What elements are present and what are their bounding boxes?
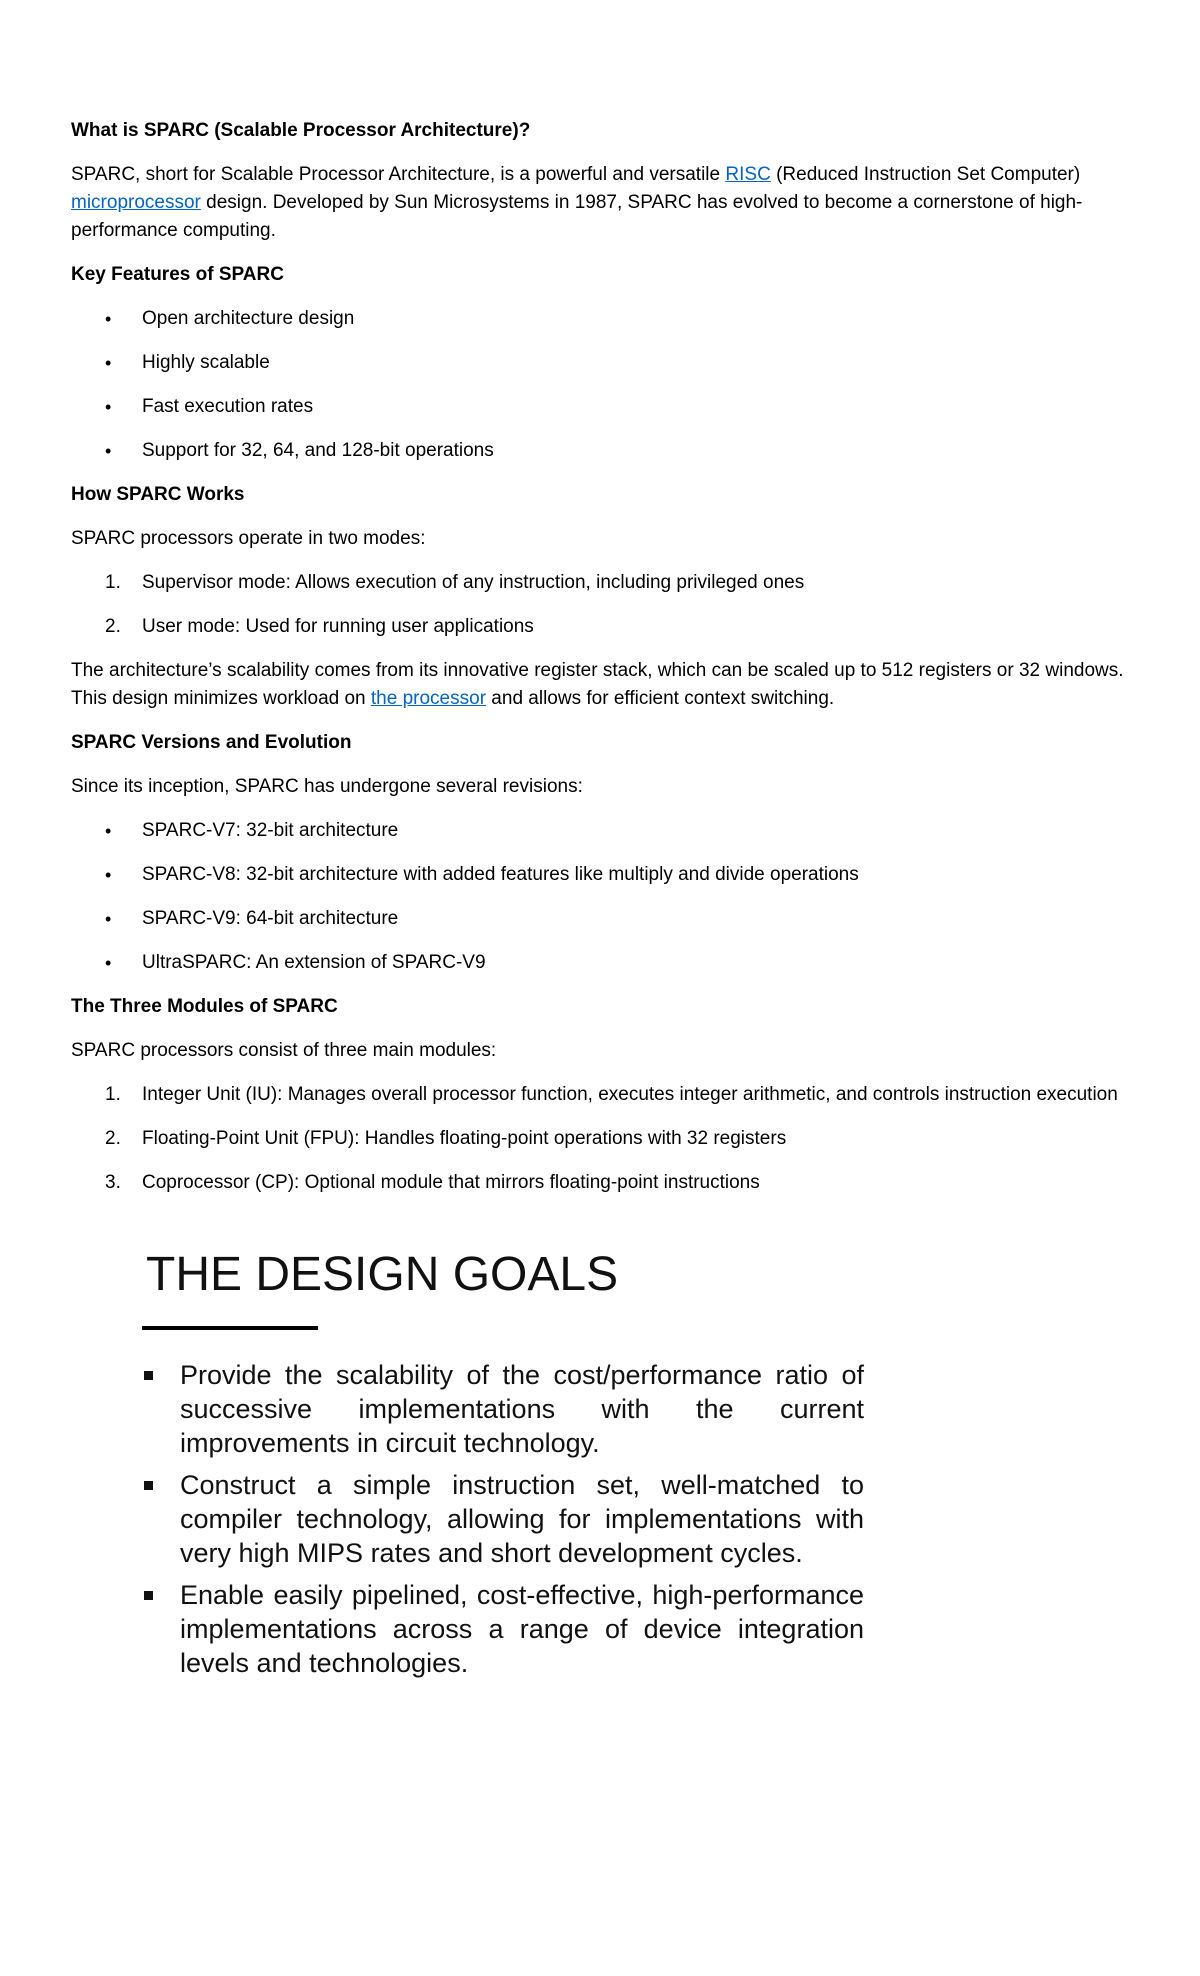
- list-item: [71, 437, 1141, 465]
- square-bullet-icon: [144, 1591, 153, 1600]
- versions-heading: SPARC Versions and Evolution: [71, 732, 352, 753]
- how-lead: SPARC processors operate in two modes:: [71, 528, 426, 549]
- list-item-text: Floating-Point Unit (FPU): Handles floating-point operations with 32 registers: [142, 1128, 787, 1149]
- list-item-text: Fast execution rates: [142, 396, 314, 417]
- slide-goals-list: [144, 1358, 864, 1688]
- features-list: [71, 305, 1141, 465]
- list-item-text: Open architecture design: [142, 308, 355, 329]
- list-number: 2.: [105, 616, 121, 637]
- scalability-text-2: and allows for efficient context switching.: [486, 688, 835, 709]
- document-body: [71, 117, 1141, 1213]
- list-item: [144, 1468, 864, 1570]
- how-heading: How SPARC Works: [71, 484, 245, 505]
- list-item: [71, 569, 1141, 597]
- versions-lead: Since its inception, SPARC has undergone several revisions:: [71, 776, 583, 797]
- scalability-text-1: The architecture’s scalability comes from its innovative register stack, which can be scaled up to 512 registers or 32 windows. This design minimizes workload on: [71, 660, 1124, 709]
- list-item: [144, 1578, 864, 1680]
- list-item-text: Provide the scalability of the cost/performance ratio of successive implementations with the current improvements in circuit technology.: [180, 1360, 864, 1458]
- bullet-icon: •: [105, 909, 112, 929]
- risc-link[interactable]: RISC: [725, 164, 771, 185]
- modes-list: [71, 569, 1141, 641]
- bullet-icon: •: [105, 441, 112, 461]
- list-item-text: SPARC-V8: 32-bit architecture with added features like multiply and divide operations: [142, 864, 859, 885]
- list-item-text: User mode: Used for running user applications: [142, 616, 534, 637]
- list-item: [144, 1358, 864, 1460]
- list-item: [71, 349, 1141, 377]
- list-number: 1.: [105, 572, 121, 593]
- list-item: [71, 949, 1141, 977]
- scalability-paragraph: [71, 657, 1141, 713]
- page-title: What is SPARC (Scalable Processor Architecture)?: [71, 120, 531, 141]
- list-item: [71, 1125, 1141, 1153]
- design-goals-slide: [132, 1244, 876, 1732]
- bullet-icon: •: [105, 353, 112, 373]
- list-item-text: SPARC-V9: 64-bit architecture: [142, 908, 399, 929]
- bullet-icon: •: [105, 953, 112, 973]
- list-number: 3.: [105, 1172, 121, 1193]
- list-item-text: SPARC-V7: 32-bit architecture: [142, 820, 399, 841]
- list-number: 1.: [105, 1084, 121, 1105]
- list-item-text: Coprocessor (CP): Optional module that mirrors floating-point instructions: [142, 1172, 760, 1193]
- versions-list: [71, 817, 1141, 977]
- microprocessor-link[interactable]: microprocessor: [71, 192, 201, 213]
- modules-list: [71, 1081, 1141, 1197]
- modules-lead: SPARC processors consist of three main modules:: [71, 1040, 497, 1061]
- square-bullet-icon: [144, 1371, 153, 1380]
- list-item-text: Highly scalable: [142, 352, 270, 373]
- list-item-text: Supervisor mode: Allows execution of any instruction, including privileged ones: [142, 572, 805, 593]
- slide-title: THE DESIGN GOALS: [146, 1248, 619, 1301]
- the-processor-link[interactable]: the processor: [370, 688, 487, 709]
- list-item-text: UltraSPARC: An extension of SPARC-V9: [142, 952, 486, 973]
- list-item: [71, 1081, 1141, 1109]
- square-bullet-icon: [144, 1481, 153, 1490]
- list-item-text: Integer Unit (IU): Manages overall processor function, executes integer arithmetic, and controls instruction execution: [142, 1084, 1118, 1105]
- list-item: [71, 305, 1141, 333]
- intro-text-2: (Reduced Instruction Set Computer): [770, 164, 1081, 185]
- list-item: [71, 1169, 1141, 1197]
- list-item: [71, 613, 1141, 641]
- bullet-icon: •: [105, 309, 112, 329]
- list-item-text: Support for 32, 64, and 128-bit operations: [142, 440, 494, 461]
- list-number: 2.: [105, 1128, 121, 1149]
- list-item: [71, 817, 1141, 845]
- intro-text-1: SPARC, short for Scalable Processor Architecture, is a powerful and versatile: [71, 164, 726, 185]
- list-item: [71, 905, 1141, 933]
- list-item-text: Enable easily pipelined, cost-effective, high-performance implementations across a range of device integration levels and technologies.: [180, 1580, 864, 1678]
- list-item: [71, 861, 1141, 889]
- title-underline: [142, 1326, 318, 1330]
- features-heading: Key Features of SPARC: [71, 264, 284, 285]
- intro-text-3: design. Developed by Sun Microsystems in 1987, SPARC has evolved to become a cornerstone of high-performance computing.: [71, 192, 1083, 241]
- bullet-icon: •: [105, 397, 112, 417]
- bullet-icon: •: [105, 865, 112, 885]
- bullet-icon: •: [105, 821, 112, 841]
- modules-heading: The Three Modules of SPARC: [71, 996, 338, 1017]
- intro-paragraph: [71, 161, 1141, 245]
- list-item: [71, 393, 1141, 421]
- list-item-text: Construct a simple instruction set, well-matched to compiler technology, allowing for implementations with very high MIPS rates and short development cycles.: [180, 1470, 864, 1568]
